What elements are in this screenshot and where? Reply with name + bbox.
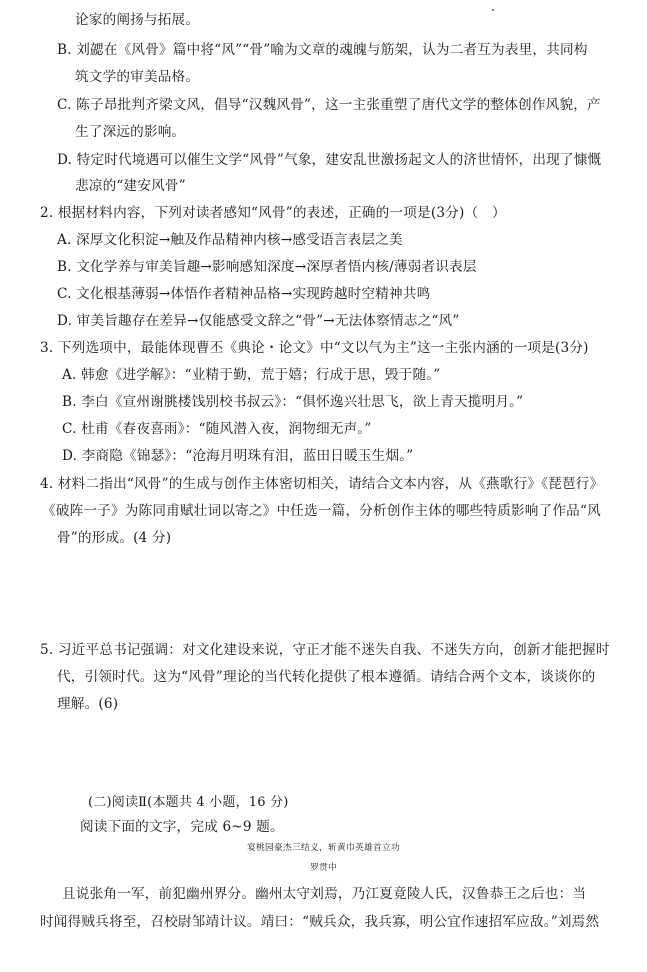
reading-instruction: 阅读下面的文字，完成 6~9 题。 [80, 819, 284, 835]
passage-paragraph-line-1: 且说张角一军，前犯幽州界分。幽州太守刘焉，乃江夏竟陵人氏，汉鲁恭王之后也：当 [62, 886, 587, 902]
section-heading: (二)阅读Ⅱ(本题共 4 小题，16 分) [88, 795, 289, 810]
option-d: D. 特定时代境遇可以催生文学“风骨”气象，建安乱世激扬起文人的济世情怀，出现了慷慨 [57, 152, 602, 168]
q3-option-c: C. 杜甫《春夜喜雨》：“随风潜入夜，润物细无声。” [62, 421, 372, 437]
question-3: 3. 下列选项中，最能体现曹丕《典论・论文》中“文以气为主”这一主张内涵的一项是(3分) [40, 340, 589, 356]
question-4: 4. 材料二指出“风骨”的生成与创作主体密切相关，请结合文本内容，从《燕歌行》《琵琶行》 [40, 476, 604, 492]
question-5-line-3: 理解。(6) [57, 696, 119, 712]
option-c: C. 陈子昂批判齐梁文风，倡导“汉魏风骨”，这一主张重塑了唐代文学的整体创作风貌，产 [57, 97, 601, 113]
q3-option-a: A. 韩愈《进学解》：“业精于勤，荒于嬉；行成于思，毁于随。” [62, 367, 441, 383]
q2-option-a: A. 深厚文化积淀→触及作品精神内核→感受语言表层之美 [57, 232, 403, 248]
question-2: 2. 根据材料内容，下列对读者感知“风骨”的表述，正确的一项是(3分)（ ） [40, 205, 506, 221]
question-5-line-2: 代，引领时代。这为“风骨”理论的当代转化提供了根本遵循。请结合两个文本，谈谈你的 [57, 669, 596, 685]
option-a-continuation: 论家的阐扬与拓展。 [75, 12, 200, 28]
option-c-continuation: 生了深远的影响。 [75, 124, 186, 140]
q3-option-d: D. 李商隐《锦瑟》：“沧海月明珠有泪，蓝田日暖玉生烟。” [62, 448, 414, 464]
question-4-line-2: 《破阵一子》为陈同甫赋壮词以寄之》中任选一篇，分析创作主体的哪些特质影响了作品“风 [42, 503, 601, 519]
passage-title: 宴桃园豪杰三结义，斩黄巾英雄首立功 [247, 843, 400, 853]
q2-option-c: C. 文化根基薄弱→体悟作者精神品格→实现跨越时空精神共鸣 [57, 286, 431, 302]
question-4-line-3: 骨”的形成。(4 分) [57, 530, 172, 546]
option-b: B. 刘勰在《风骨》篇中将“风”“骨”喻为文章的魂魄与筋架，认为二者互为表里，共同构 [57, 42, 588, 58]
passage-paragraph-line-2: 时闻得贼兵将至，召校尉邹靖计议。靖曰：“贼兵众，我兵寡，明公宜作速招军应敌。”刘焉然 [40, 914, 600, 930]
passage-author: 罗贯中 [310, 863, 337, 873]
q3-option-b: B. 李白《宣州谢朓楼饯别校书叔云》：“俱怀逸兴壮思飞，欲上青天揽明月。” [62, 394, 524, 410]
scan-speck [492, 9, 494, 11]
question-5: 5. 习近平总书记强调：对文化建设来说，守正才能不迷失自我、不迷失方向，创新才能把握时 [40, 642, 610, 658]
option-d-continuation: 悲凉的“建安风骨” [75, 178, 186, 194]
q2-option-d: D. 审美旨趣存在差异→仅能感受文辞之“骨”→无法体察情志之“风” [57, 313, 460, 329]
option-b-continuation: 筑文学的审美品格。 [75, 69, 200, 85]
q2-option-b: B. 文化学养与审美旨趣→影响感知深度→深厚者悟内核/薄弱者识表层 [57, 259, 477, 275]
